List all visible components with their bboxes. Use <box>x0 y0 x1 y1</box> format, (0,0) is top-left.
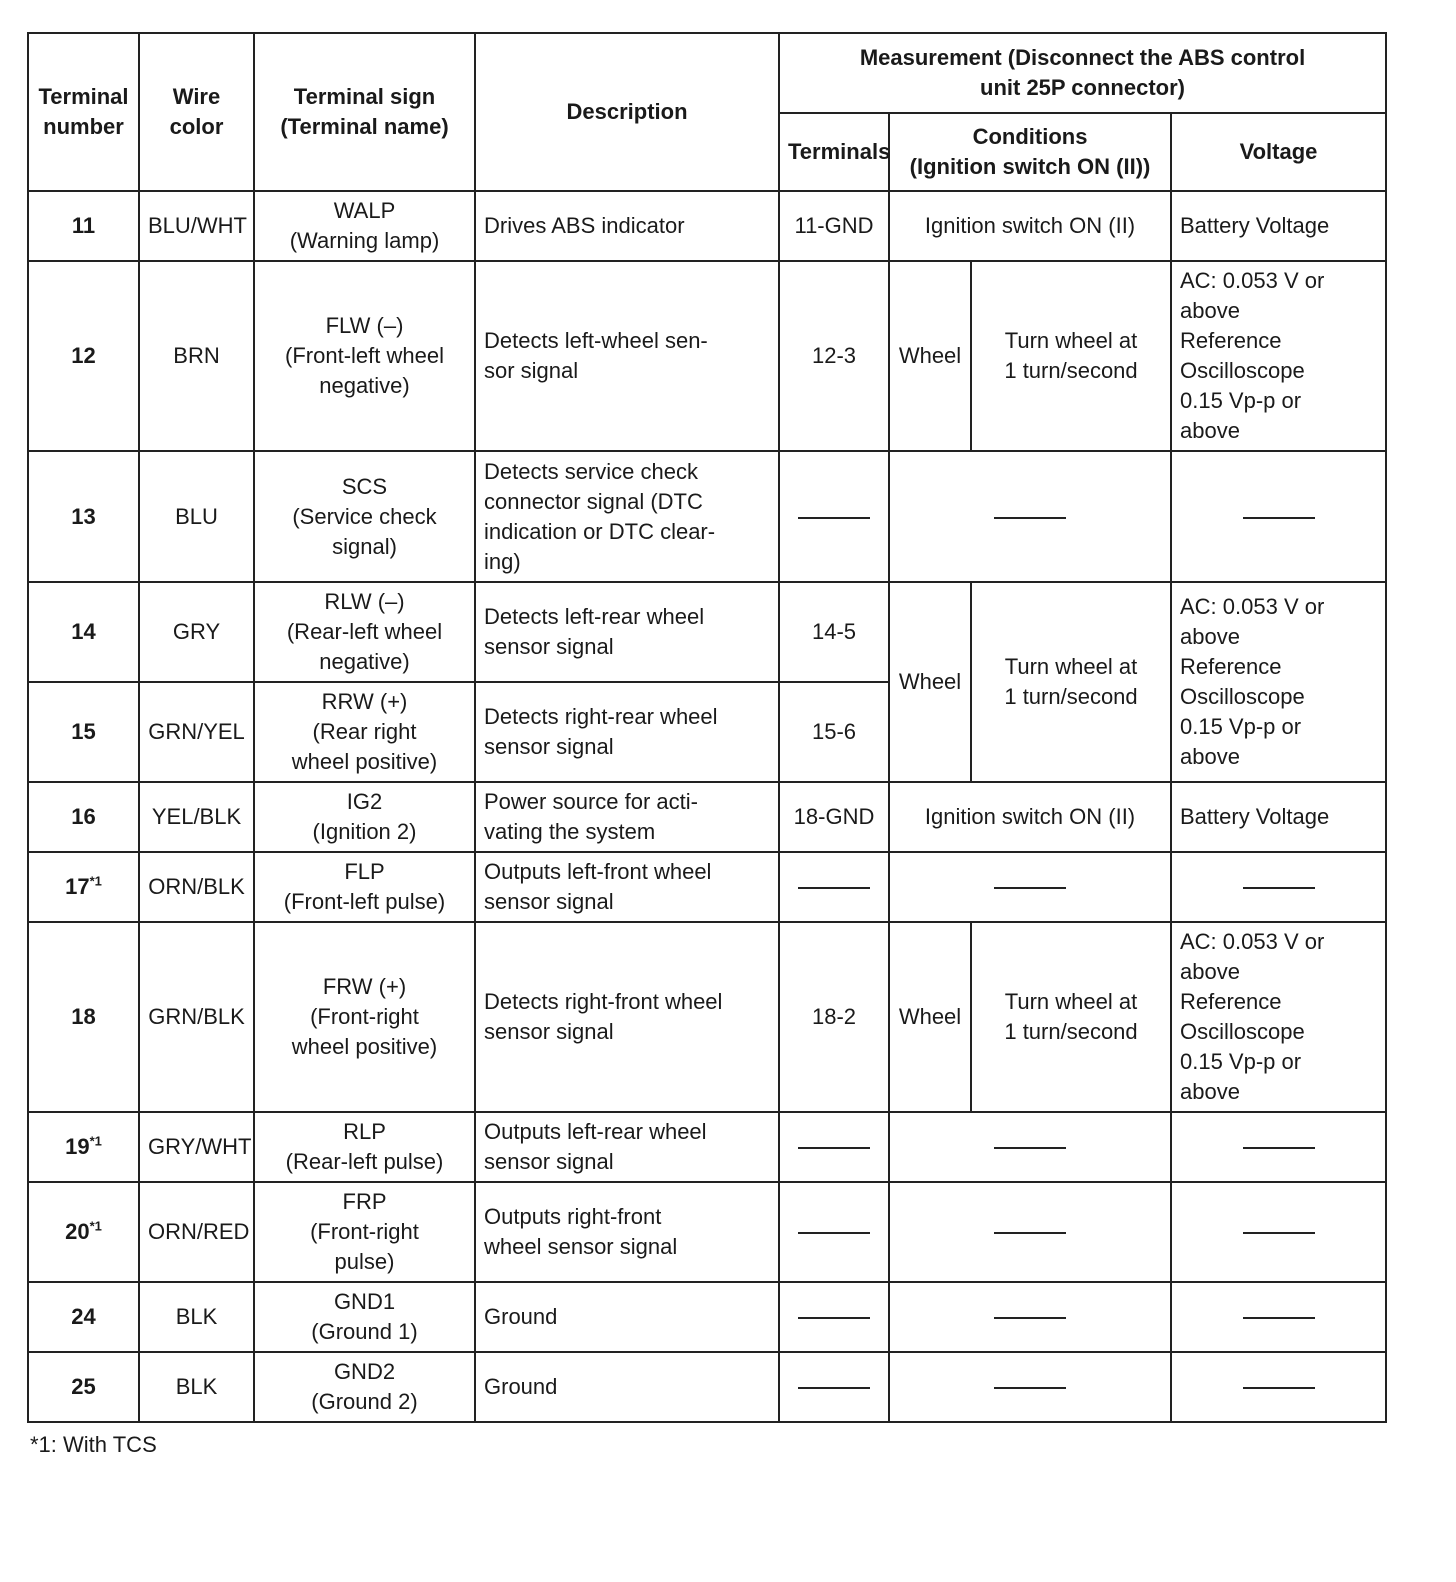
measurement-voltage: Battery Voltage <box>1171 782 1386 852</box>
terminal-spec-table <box>27 32 1387 1423</box>
table-row <box>28 261 1386 451</box>
empty-condition <box>889 1112 1171 1182</box>
terminal-sign: RRW (+) (Rear right wheel positive) <box>254 682 475 782</box>
header-terminals: Terminals <box>779 113 889 191</box>
empty-terminals <box>779 1282 889 1352</box>
terminal-number: 20$^{*1}$ <box>28 1182 139 1282</box>
condition-turn-wheel: Turn wheel at 1 turn/second <box>971 582 1171 782</box>
condition-wheel: Wheel <box>889 922 971 1112</box>
dash-mark <box>994 1232 1066 1234</box>
condition-wheel: Wheel <box>889 582 971 782</box>
dash-mark <box>798 517 870 519</box>
dash-mark <box>994 1147 1066 1149</box>
empty-condition <box>889 451 1171 582</box>
measurement-condition: Ignition switch ON (II) <box>889 782 1171 852</box>
wire-color: GRN/YEL <box>139 682 254 782</box>
terminal-sign: GND1 (Ground 1) <box>254 1282 475 1352</box>
wire-color: BLU <box>139 451 254 582</box>
header-description: Description <box>475 33 779 191</box>
footnote-marker: *1 <box>89 873 102 889</box>
wire-color: YEL/BLK <box>139 782 254 852</box>
header-terminal-number: Terminal number <box>28 33 139 191</box>
description: Detects service check connector signal (DTC indication or DTC clear- ing) <box>475 451 779 582</box>
wire-color: GRY/WHT <box>139 1112 254 1182</box>
dash-mark <box>1243 517 1315 519</box>
dash-mark <box>994 1387 1066 1389</box>
table-row <box>28 922 1386 1112</box>
empty-terminals <box>779 852 889 922</box>
condition-turn-wheel: Turn wheel at 1 turn/second <box>971 922 1171 1112</box>
empty-voltage <box>1171 1282 1386 1352</box>
header-wire-color: Wire color <box>139 33 254 191</box>
dash-mark <box>994 887 1066 889</box>
description: Detects right-front wheel sensor signal <box>475 922 779 1112</box>
measurement-voltage: AC: 0.053 V or above Reference Oscilloscope 0.15 Vp-p or above <box>1171 582 1386 782</box>
terminal-sign: GND2 (Ground 2) <box>254 1352 475 1422</box>
wire-color: BLK <box>139 1282 254 1352</box>
measurement-terminals: 11-GND <box>779 191 889 261</box>
dash-mark <box>1243 1232 1315 1234</box>
terminal-number: 25 <box>28 1352 139 1422</box>
footnote-marker: *1 <box>89 1133 102 1149</box>
description: Outputs right-front wheel sensor signal <box>475 1182 779 1282</box>
description: Outputs left-front wheel sensor signal <box>475 852 779 922</box>
table-row <box>28 582 1386 682</box>
header-terminal-sign: Terminal sign (Terminal name) <box>254 33 475 191</box>
measurement-voltage: AC: 0.053 V or above Reference Oscilloscope 0.15 Vp-p or above <box>1171 922 1386 1112</box>
dash-mark <box>1243 1317 1315 1319</box>
terminal-sign: RLP (Rear-left pulse) <box>254 1112 475 1182</box>
empty-terminals <box>779 1352 889 1422</box>
wire-color: BLU/WHT <box>139 191 254 261</box>
empty-condition <box>889 1182 1171 1282</box>
header-conditions: Conditions (Ignition switch ON (II)) <box>889 113 1171 191</box>
wire-color: ORN/BLK <box>139 852 254 922</box>
dash-mark <box>1243 1387 1315 1389</box>
header-voltage: Voltage <box>1171 113 1386 191</box>
terminal-sign: IG2 (Ignition 2) <box>254 782 475 852</box>
empty-voltage <box>1171 852 1386 922</box>
footnote-marker: *1 <box>89 1218 102 1234</box>
wire-color: BLK <box>139 1352 254 1422</box>
measurement-condition: Ignition switch ON (II) <box>889 191 1171 261</box>
description: Detects left-wheel sen- sor signal <box>475 261 779 451</box>
measurement-voltage: AC: 0.053 V or above Reference Oscilloscope 0.15 Vp-p or above <box>1171 261 1386 451</box>
dash-mark <box>994 517 1066 519</box>
empty-voltage <box>1171 451 1386 582</box>
wire-color: ORN/RED <box>139 1182 254 1282</box>
description: Drives ABS indicator <box>475 191 779 261</box>
dash-mark <box>798 1147 870 1149</box>
dash-mark <box>994 1317 1066 1319</box>
terminal-sign: FLW (–) (Front-left wheel negative) <box>254 261 475 451</box>
dash-mark <box>1243 887 1315 889</box>
terminal-sign: FRP (Front-right pulse) <box>254 1182 475 1282</box>
description: Power source for acti- vating the system <box>475 782 779 852</box>
terminal-number: 16 <box>28 782 139 852</box>
table-row <box>28 1352 1386 1422</box>
terminal-sign: FRW (+) (Front-right wheel positive) <box>254 922 475 1112</box>
terminal-sign: WALP (Warning lamp) <box>254 191 475 261</box>
table-row <box>28 782 1386 852</box>
measurement-voltage: Battery Voltage <box>1171 191 1386 261</box>
empty-condition <box>889 1352 1171 1422</box>
terminal-number: 19$^{*1}$ <box>28 1112 139 1182</box>
empty-voltage <box>1171 1352 1386 1422</box>
wire-color: GRN/BLK <box>139 922 254 1112</box>
terminal-sign: FLP (Front-left pulse) <box>254 852 475 922</box>
table-row <box>28 191 1386 261</box>
description: Detects right-rear wheel sensor signal <box>475 682 779 782</box>
empty-terminals <box>779 451 889 582</box>
terminal-number: 13 <box>28 451 139 582</box>
empty-voltage <box>1171 1182 1386 1282</box>
terminal-number: 24 <box>28 1282 139 1352</box>
terminal-number: 11 <box>28 191 139 261</box>
terminal-number: 12 <box>28 261 139 451</box>
dash-mark <box>798 1387 870 1389</box>
footnote: *1: With TCS <box>30 1432 157 1457</box>
description: Detects left-rear wheel sensor signal <box>475 582 779 682</box>
table-row <box>28 852 1386 922</box>
empty-condition <box>889 1282 1171 1352</box>
table-row <box>28 1282 1386 1352</box>
terminal-sign: RLW (–) (Rear-left wheel negative) <box>254 582 475 682</box>
wire-color: GRY <box>139 582 254 682</box>
dash-mark <box>798 1232 870 1234</box>
measurement-terminals: 12-3 <box>779 261 889 451</box>
empty-terminals <box>779 1182 889 1282</box>
measurement-terminals: 18-GND <box>779 782 889 852</box>
description: Ground <box>475 1352 779 1422</box>
empty-voltage <box>1171 1112 1386 1182</box>
header-measurement: Measurement (Disconnect the ABS control unit 25P connector) <box>779 33 1386 113</box>
terminal-number: 17$^{*1}$ <box>28 852 139 922</box>
measurement-terminals: 18-2 <box>779 922 889 1112</box>
terminal-number: 15 <box>28 682 139 782</box>
table-row <box>28 451 1386 582</box>
table-row <box>28 1112 1386 1182</box>
measurement-terminals: 14-5 <box>779 582 889 682</box>
description: Outputs left-rear wheel sensor signal <box>475 1112 779 1182</box>
dash-mark <box>798 887 870 889</box>
empty-condition <box>889 852 1171 922</box>
measurement-terminals: 15-6 <box>779 682 889 782</box>
wire-color: BRN <box>139 261 254 451</box>
terminal-sign: SCS (Service check signal) <box>254 451 475 582</box>
dash-mark <box>1243 1147 1315 1149</box>
condition-wheel: Wheel <box>889 261 971 451</box>
terminal-number: 18 <box>28 922 139 1112</box>
dash-mark <box>798 1317 870 1319</box>
condition-turn-wheel: Turn wheel at 1 turn/second <box>971 261 1171 451</box>
empty-terminals <box>779 1112 889 1182</box>
table-row <box>28 1182 1386 1282</box>
description: Ground <box>475 1282 779 1352</box>
terminal-number: 14 <box>28 582 139 682</box>
